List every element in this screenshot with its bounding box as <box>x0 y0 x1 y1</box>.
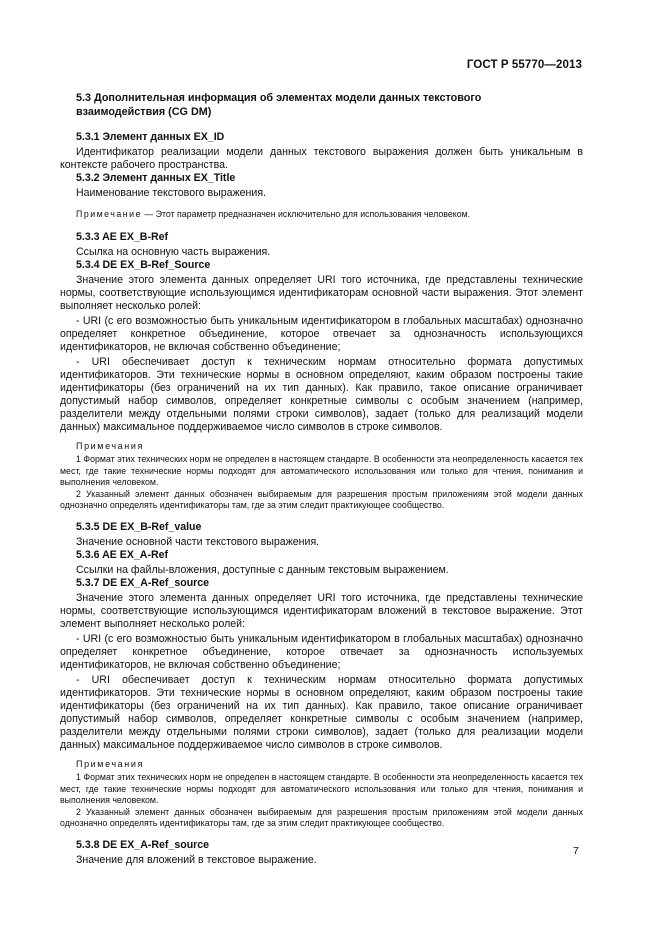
note-5-3-2 <box>76 208 583 220</box>
notes-label-5-3-7: Примечания <box>76 758 144 769</box>
note-5-3-7-2: 2 Указанный элемент данных обозначен выбираемым для разрешения простым приложениям этой модели данных однозначно определять идентификаторы там, где за этим следит практикующее сообщество. <box>60 806 583 829</box>
standard-designation: ГОСТ Р 55770—2013 <box>466 59 582 71</box>
paragraph-5-3-7-role2: - URI обеспечивает доступ к техническим нормам относительно формата допустимых идентификаторов. Эти технические нормы в основном определяют, каким образом построены такие идентификаторы (без ограничений на их тип данных). Как правило, такое описание ограничивает допустимый набор символов, определяет конкретные символы с особым значением (например, разделители между отдельными полями строки символов), задает (только для реализации модели данных) максимальное поддерживаемое число символов в строке символов. <box>60 673 583 751</box>
heading-5-3-7: 5.3.7 DE EX_A-Ref_source <box>76 576 210 589</box>
paragraph-5-3-2: Наименование текстового выражения. <box>76 187 266 199</box>
note-label: Примечание <box>76 209 142 219</box>
heading-5-3-1: 5.3.1 Элемент данных EX_ID <box>76 131 225 143</box>
paragraph-5-3-5: Значение основной части текстового выражения. <box>76 535 320 548</box>
note-5-3-4-1: 1 Формат этих технических норм не определен в настоящем стандарте. В особенности эта неопределенность касается тех мест, где такие технические нормы подходят для автоматического использования или только для чтения, понимания и выполнения человеком. <box>60 454 583 488</box>
page-number: 7 <box>573 845 579 857</box>
heading-5-3-4: 5.3.4 DE EX_B-Ref_Source <box>76 259 211 271</box>
paragraph-5-3-1: Идентификатор реализации модели данных текстового выражения должен быть уникальным в контексте рабочего пространства. <box>60 146 583 171</box>
paragraph-5-3-7-role1: - URI (с его возможностью быть уникальным идентификатором в глобальных масштабах) однозначно определяет конкретное объединение, которое отвечает за однозначность используемых идентификаторов, не включая собственно объединение; <box>60 632 583 671</box>
heading-5-3-6: 5.3.6 AE EX_A-Ref <box>76 548 169 561</box>
paragraph-5-3-4-role2: - URI обеспечивает доступ к техническим нормам относительно формата допустимых идентификаторов. Эти технические нормы в основном определяют, каким образом построены такие идентификаторы (без ограничений на их тип данных). Как правило, такое описание ограничивает допустимый набор символов, определяет конкретные символы с особым значением (например, разделители между отдельными полями строки символов), задает (только для реализаций модели данных) максимальное поддерживаемое число символов в строке символов. <box>60 356 583 433</box>
heading-5-3-5: 5.3.5 DE EX_B-Ref_value <box>76 520 202 533</box>
notes-label-5-3-4: Примечания <box>76 441 144 451</box>
paragraph-5-3-4-intro: Значение этого элемента данных определяет URI того источника, где представлены технические нормы, соответствующие использующимся идентификаторам основной части выражения. Этот элемент выполняет несколько ролей: <box>60 274 583 312</box>
heading-5-3-2: 5.3.2 Элемент данных EX_Title <box>76 172 236 184</box>
paragraph-5-3-4-role1: - URI (с его возможностью быть уникальным идентификатором в глобальных масштабах) однозначно определяет конкретное объединение, которое отвечает за однозначность использующихся идентификаторов, не включая собственно объединение; <box>60 315 583 353</box>
page-content <box>60 91 583 867</box>
paragraph-5-3-3: Ссылка на основную часть выражения. <box>76 246 271 258</box>
section-title-line2: взаимодействия (CG DM) <box>76 106 212 118</box>
section-title <box>76 91 583 119</box>
heading-5-3-3: 5.3.3 AE EX_B-Ref <box>76 231 169 243</box>
paragraph-5-3-7-intro: Значение этого элемента данных определяет URI того источника, где представлены технические нормы, соответствующие использующимся идентификаторам вложений в текстовое выражение. Этот элемент выполняет несколько ролей: <box>60 591 583 630</box>
note-5-3-4-2: 2 Указанный элемент данных обозначен выбираемым для разрешения простым приложениям этой модели данных однозначно определять идентификаторы там, где за этим следит практикующее сообщество. <box>60 488 583 511</box>
heading-5-3-8: 5.3.8 DE EX_A-Ref_source <box>76 838 210 851</box>
section-title-line1: 5.3 Дополнительная информация об элементах модели данных текстового <box>76 92 482 104</box>
note-text: — Этот параметр предназначен исключительно для использования человеком. <box>144 209 471 219</box>
paragraph-5-3-6: Ссылки на файлы-вложения, доступные с данным текстовым выражением. <box>76 563 449 576</box>
note-5-3-7-1: 1 Формат этих технических норм не определен в настоящем стандарте. В особенности эта неопределенность касается тех мест, где такие технические нормы подходят для автоматического использования или только для чтения, понимания и выполнения человеком. <box>60 771 583 806</box>
paragraph-5-3-8: Значение для вложений в текстовое выражение. <box>76 853 317 866</box>
